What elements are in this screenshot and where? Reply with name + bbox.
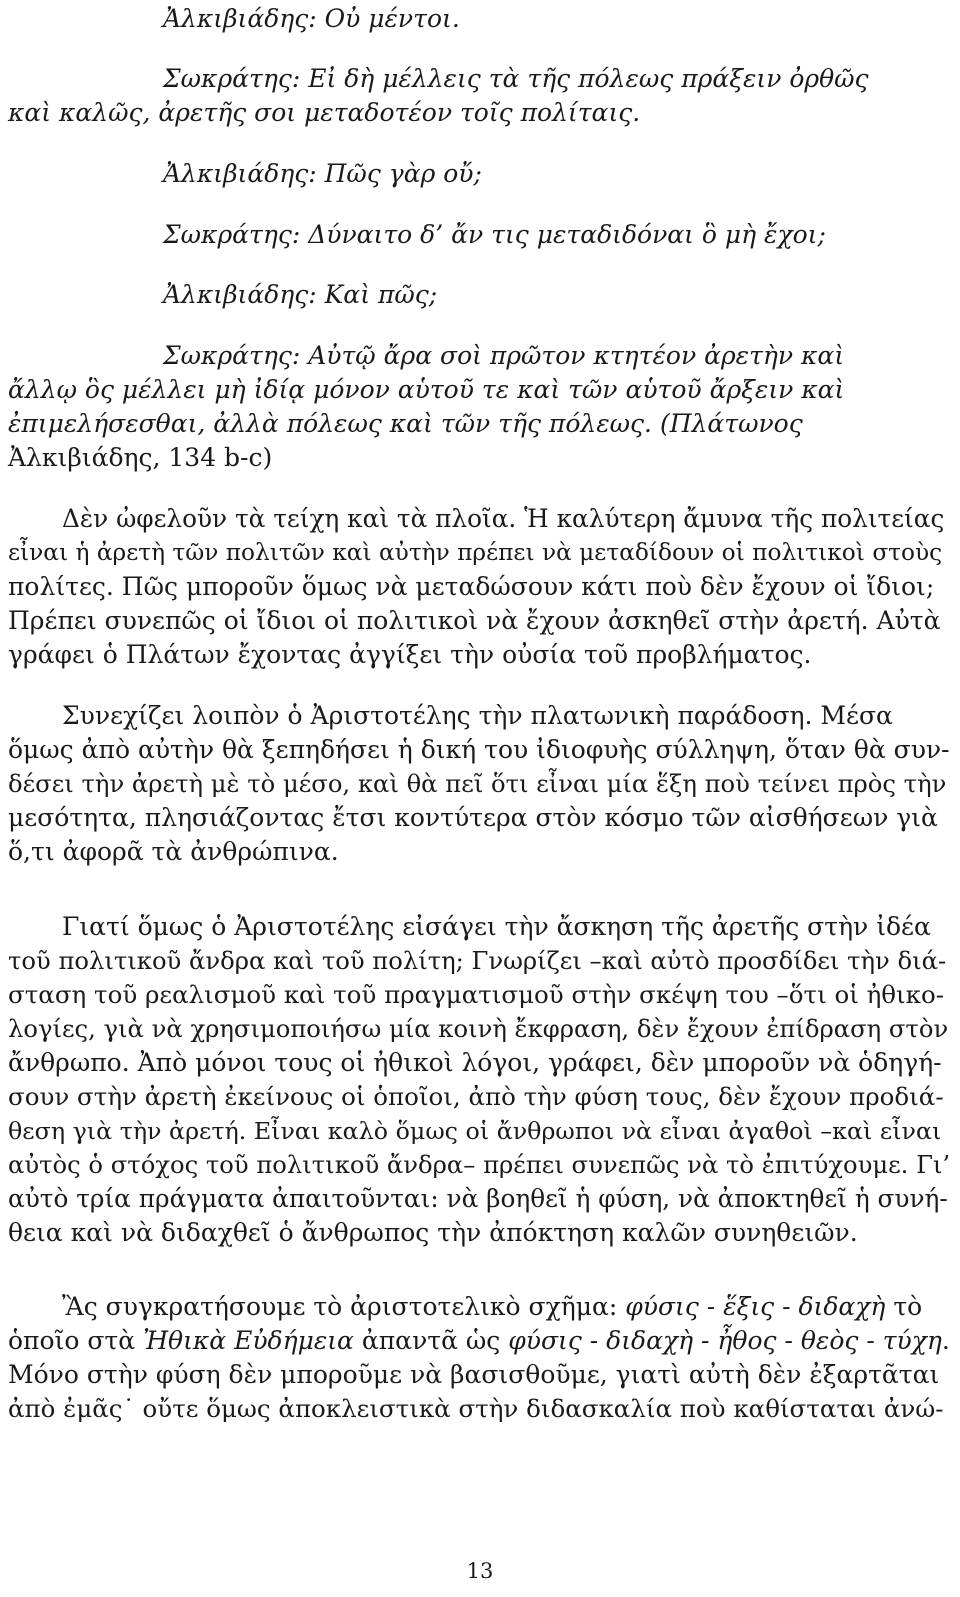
page-number: 13 [466,1559,494,1583]
paragraph-line: λογίες, γιὰ νὰ χρησιμοποιήσω μία κοινὴ ἔκφραση, δὲν ἔχουν ἐπίδραση στὸν [8,1014,949,1043]
paragraph-line: τοῦ πολιτικοῦ ἄνδρα καὶ τοῦ πολίτη; Γνωρίζει –καὶ αὐτὸ προσδίδει τὴν διά- [8,946,947,975]
paragraph-line: ἄνθρωπο. Ἀπὸ μόνοι τους οἱ ἠθικοὶ λόγοι, γράφει, δὲν μποροῦν νὰ ὁδηγή- [8,1048,942,1077]
paragraph-line: ὅ,τι ἀφορᾶ τὰ ἀνθρώπινα. [8,837,339,866]
paragraph-line: ὅμως ἀπὸ αὐτὴν θὰ ξεπηδήσει ἡ δική του ἰδιοφυὴς σύλληψη, ὅταν θὰ συν- [8,735,950,764]
paragraph-line: ἀπὸ ἐμᾶς˙ οὔτε ὅμως ἀποκλειστικὰ στὴν διδασκαλία ποὺ καθίσταται ἀνώ- [8,1394,944,1423]
citation-line: Ἀλκιβιάδης, 134 b-c) [8,443,273,472]
paragraph-line: θεση γιὰ τὴν ἀρετή. Εἶναι καλὸ ὅμως οἱ ἄνθρωποι νὰ εἶναι ἀγαθοὶ –καὶ εἶναι [8,1117,942,1145]
paragraph-line: θεια καὶ νὰ διδαχθεῖ ὁ ἄνθρωπος τὴν ἀπόκτηση καλῶν συνηθειῶν. [8,1218,858,1247]
paragraph-line: Συνεχίζει λοιπὸν ὁ Ἀριστοτέλης τὴν πλατωνικὴ παράδοση. Μέσα [62,701,893,730]
dialogue-line: Σωκράτης: Δύναιτο δ’ ἄν τις μεταδιδόναι ὃ μὴ ἔχοι; [163,220,826,249]
text-run: ἀπαντᾶ ὡς [353,1326,509,1355]
paragraph-line: δέσει τὴν ἀρετὴ μὲ τὸ μέσο, καὶ θὰ πεῖ ὅτι εἶναι μία ἕξη ποὺ τείνει πρὸς τὴν [8,769,947,798]
dialogue-line: ἐπιμελήσεσθαι, ἀλλὰ πόλεως καὶ τῶν τῆς πόλεως. (Πλάτωνος [8,409,803,438]
paragraph-line: Δὲν ὠφελοῦν τὰ τείχη καὶ τὰ πλοῖα. Ἡ καλύτερη ἄμυνα τῆς πολιτείας [62,504,945,533]
italic-phrase: φύσις - ἕξις - διδαχὴ [625,1292,886,1321]
paragraph-line [8,1324,950,1358]
dialogue-line: Ἀλκιβιάδης: Καὶ πῶς; [163,280,438,309]
dialogue-line: ἄλλῳ ὃς μέλλει μὴ ἰδίᾳ μόνον αὑτοῦ τε καὶ τῶν αὑτοῦ ἄρξειν καὶ [8,375,845,404]
paragraph-line: Πρέπει συνεπῶς οἱ ἴδιοι οἱ πολιτικοὶ νὰ ἔχουν ἀσκηθεῖ στὴν ἀρετή. Αὐτὰ [8,606,941,635]
text-run: ὁποῖο στὰ [8,1326,144,1355]
dialogue-line: Ἀλκιβιάδης: Οὐ μέντοι. [163,4,460,33]
paragraph-line: γράφει ὁ Πλάτων ἔχοντας ἀγγίξει τὴν οὐσία τοῦ προβλήματος. [8,640,812,669]
dialogue-line: Ἀλκιβιάδης: Πῶς γὰρ οὔ; [163,159,482,188]
paragraph-line: Γιατί ὅμως ὁ Ἀριστοτέλης εἰσάγει τὴν ἄσκηση τῆς ἀρετῆς στὴν ἰδέα [62,912,931,941]
italic-phrase: φύσις - διδαχὴ - ἦθος - θεὸς - τύχη [508,1326,942,1355]
paragraph-line: πολίτες. Πῶς μποροῦν ὅμως νὰ μεταδώσουν κάτι ποὺ δὲν ἔχουν οἱ ἴδιοι; [8,572,935,601]
paragraph-line [62,1290,922,1324]
paragraph-line: Μόνο στὴν φύση δὲν μποροῦμε νὰ βασισθοῦμε, γιατὶ αὐτὴ δὲν ἐξαρτᾶται [8,1360,940,1389]
text-run: . [941,1326,950,1355]
paragraph-line: μεσότητα, πλησιάζοντας ἔτσι κοντύτερα στὸν κόσμο τῶν αἰσθήσεων γιὰ [8,803,938,832]
paragraph-line: αὐτὸ τρία πράγματα ἀπαιτοῦνται: νὰ βοηθεῖ ἡ φύση, νὰ ἀποκτηθεῖ ἡ συνή- [8,1184,948,1213]
paragraph-line: σουν στὴν ἀρετὴ ἐκείνους οἱ ὁποῖοι, ἀπὸ τὴν φύση τους, δὲν ἔχουν προδιά- [8,1082,944,1111]
text-run: Ἂς συγκρατήσουμε τὸ ἀριστοτελικὸ σχῆμα: [62,1292,626,1321]
text-run: τὸ [885,1292,923,1321]
paragraph-line: σταση τοῦ ρεαλισμοῦ καὶ τοῦ πραγματισμοῦ στὴν σκέψη του –ὅτι οἱ ἠθικο- [8,980,944,1009]
book-title: Ἠθικὰ Εὐδήμεια [143,1326,354,1355]
paragraph-line: αὐτὸς ὁ στόχος τοῦ πολιτικοῦ ἄνδρα– πρέπει συνεπῶς νὰ τὸ ἐπιτύχουμε. Γι’ [8,1150,951,1179]
dialogue-line: καὶ καλῶς, ἀρετῆς σοι μεταδοτέον τοῖς πολίταις. [8,98,641,127]
paragraph-line: εἶναι ἡ ἀρετὴ τῶν πολιτῶν καὶ αὐτὴν πρέπει νὰ μεταδίδουν οἱ πολιτικοὶ στοὺς [8,539,943,566]
dialogue-line: Σωκράτης: Αὐτῷ ἄρα σοὶ πρῶτον κτητέον ἀρετὴν καὶ [163,341,845,370]
dialogue-line: Σωκράτης: Εἰ δὴ μέλλεις τὰ τῆς πόλεως πράξειν ὀρθῶς [163,64,869,93]
